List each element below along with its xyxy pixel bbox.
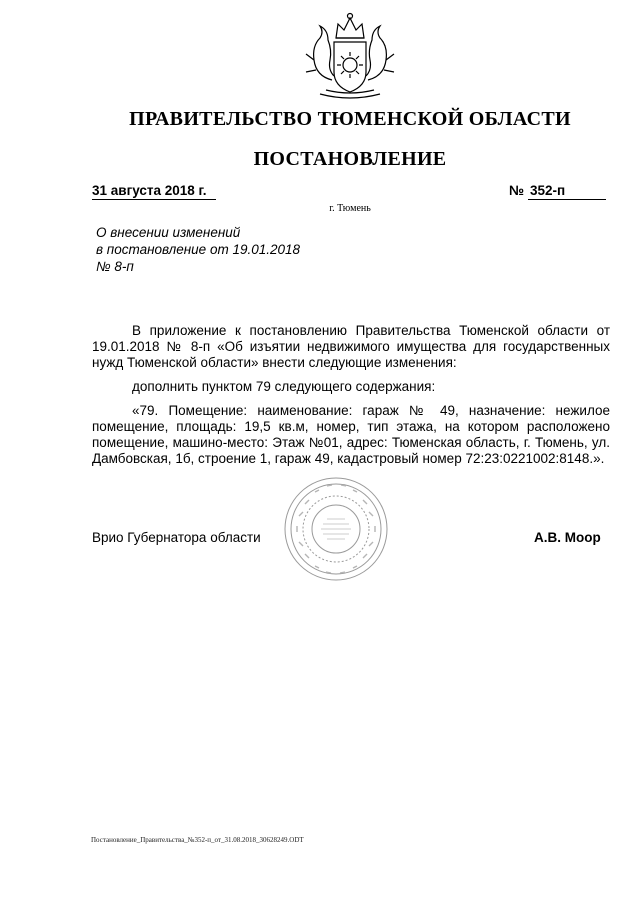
subject-line: О внесении изменений: [96, 225, 241, 240]
body-paragraph: дополнить пунктом 79 следующего содержания:: [132, 379, 436, 394]
document-subject: [96, 224, 396, 275]
document-body: [92, 323, 610, 475]
subject-line: в постановление от 19.01.2018: [96, 242, 301, 257]
official-seal-icon: [283, 476, 389, 582]
body-paragraph: «79. Помещение: наименование: гараж № 49, назначение: нежилое помещение, площадь: 19,5 кв.м, номер, тип этажа, на котором расположено помещение, машино-место: Этаж №01, адрес: Тюменская область, г. Тюмень, ул. Дамбовская, 1б, строение 1, гараж 49, кадастровый номер 72:23:0221002:8148.».: [92, 403, 610, 466]
document-number-label: №: [509, 183, 525, 198]
body-paragraph: В приложение к постановлению Правительства Тюменской области от 19.01.2018 № 8-п «Об изъятии недвижимого имущества для государственных нужд Тюменской области» внести следующие изменения:: [92, 323, 610, 370]
subject-line: № 8-п: [96, 259, 134, 274]
tyumen-coat-of-arms-icon: [298, 10, 402, 102]
document-number: 352-п: [528, 183, 606, 200]
document-type: ПОСТАНОВЛЕНИЕ: [253, 148, 447, 170]
signatory-role: Врио Губернатора области: [92, 530, 261, 545]
footer-filename: Постановление_Правительства_№352-п_от_31.08.2018_30628249.ODT: [91, 836, 304, 844]
document-city: г. Тюмень: [329, 203, 371, 214]
document-date: 31 августа 2018 г.: [92, 183, 216, 200]
government-title: ПРАВИТЕЛЬСТВО ТЮМЕНСКОЙ ОБЛАСТИ: [129, 108, 571, 130]
signatory-name: А.В. Моор: [534, 530, 601, 545]
